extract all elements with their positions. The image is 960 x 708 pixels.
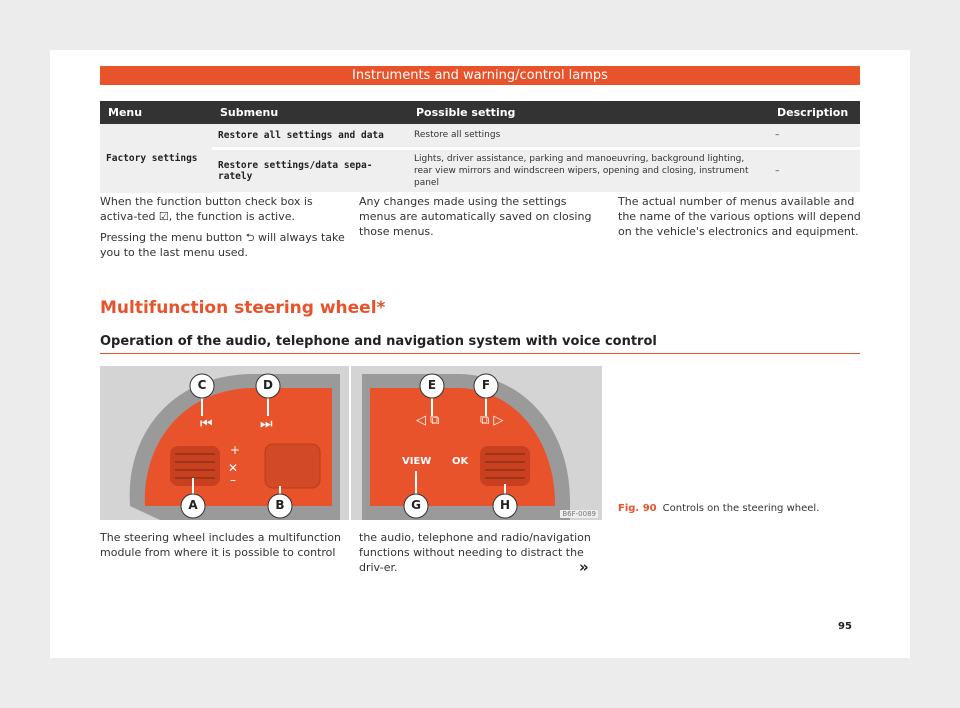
submenu-cell: Restore all settings and data — [212, 124, 408, 148]
submenu-cell: Restore settings/data sepa- rately — [212, 148, 408, 193]
svg-text:✕: ✕ — [228, 461, 239, 475]
figure-number: Fig. 90 — [618, 503, 657, 514]
view-button-label: VIEW — [402, 456, 432, 467]
bottom-text-middle: the audio, telephone and radio/navigation functions without needing to distract the driv-er. — [359, 531, 591, 574]
paragraph: When the function button check box is activa-ted ☑, the function is active. — [100, 195, 313, 223]
paragraph: Pressing the menu button ⮌ will always take you to the last menu used. — [100, 231, 345, 259]
col-header-description: Description — [769, 101, 860, 124]
steering-wheel-figure — [100, 366, 602, 520]
divider — [100, 353, 860, 354]
figure-label-g: G — [411, 498, 421, 512]
figure-id: B6F-0089 — [562, 510, 596, 518]
page-header: Instruments and warning/control lamps — [100, 66, 860, 85]
bottom-text-left: The steering wheel includes a multifunction module from where it is possible to control — [100, 531, 341, 559]
col-header-setting: Possible setting — [408, 101, 769, 124]
figure-label-e: E — [427, 378, 437, 392]
description-cell: – — [769, 124, 860, 148]
figure-label-c: C — [197, 378, 207, 392]
continue-marker: » — [579, 558, 589, 576]
svg-text:⏮: ⏮ — [200, 416, 213, 432]
svg-text:⏭: ⏭ — [260, 416, 273, 432]
description-cell: – — [769, 148, 860, 193]
col-header-submenu: Submenu — [212, 101, 408, 124]
col-header-menu: Menu — [100, 101, 212, 124]
svg-text:+: + — [230, 443, 241, 457]
svg-text:⧉ ▷: ⧉ ▷ — [480, 413, 504, 428]
figure-label-f: F — [481, 378, 491, 392]
settings-table — [100, 101, 860, 195]
setting-cell: Lights, driver assistance, parking and manoeuvring, background lighting, rear view mirrors and windscreen wipers, opening and closing, instrument panel — [408, 148, 769, 193]
menu-cell: Factory settings — [100, 124, 212, 193]
ok-button-label: OK — [452, 456, 469, 467]
svg-text:–: – — [230, 473, 236, 487]
section-title: Multifunction steering wheel* — [100, 298, 386, 318]
figure-label-h: H — [500, 498, 511, 512]
text-column-3 — [618, 194, 863, 245]
figure-label-d: D — [263, 378, 273, 392]
text-column-1 — [100, 194, 345, 266]
figure-caption — [618, 503, 819, 514]
section-subtitle: Operation of the audio, telephone and navigation system with voice control — [100, 334, 657, 349]
paragraph: Any changes made using the settings menus are automatically saved on closing those menus. — [359, 195, 592, 238]
steering-wheel-illustration — [100, 366, 602, 520]
figure-label-b: B — [275, 498, 285, 512]
figure-label-a: A — [188, 498, 198, 512]
text-column-2 — [359, 194, 604, 245]
paragraph: The actual number of menus available and the name of the various options will depend on the vehicle's electronics and equipment. — [618, 195, 861, 238]
page-number: 95 — [838, 621, 852, 632]
setting-cell: Restore all settings — [408, 124, 769, 148]
figure-caption-text: Controls on the steering wheel. — [662, 503, 820, 514]
svg-text:◁ ⧉: ◁ ⧉ — [416, 413, 440, 428]
